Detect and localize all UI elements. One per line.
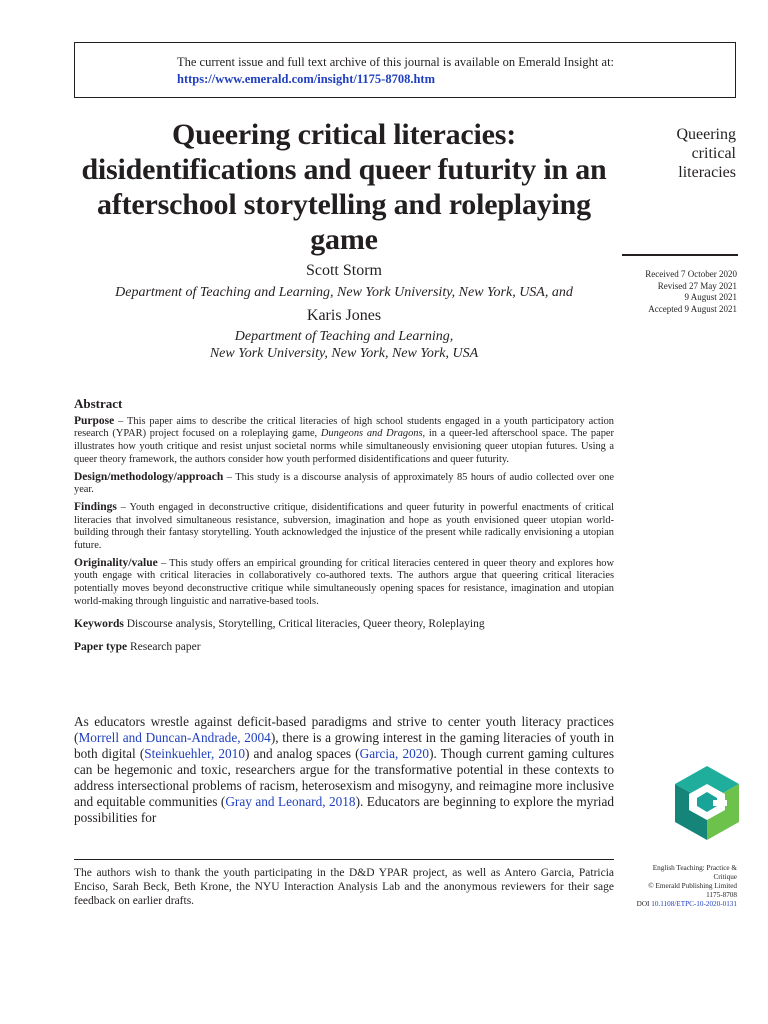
emerald-publishing-logo-icon <box>675 766 739 840</box>
abstract-originality <box>74 557 614 609</box>
findings-text: – Youth engaged in deconstructive critique, disidentifications and queer futurity in powerful enactments of critical literacies that involved simultaneous resistance, subversion, imagination and hope as youth envisioned queer utopian world-building through their fantasy storytelling. Youth acknowledged the injustice of the present while radically envisioning a utopian future. <box>74 501 614 552</box>
doi-link[interactable]: 10.1108/ETPC-10-2020-0131 <box>651 900 737 908</box>
running-head-line: critical <box>691 145 736 162</box>
body-paragraph <box>74 714 614 826</box>
purpose-text: – This paper aims to describe the critical literacies of high school students engaged in a youth participatory action research (YPAR) project focused on a roleplaying game, <box>74 415 614 440</box>
originality-label: Originality/value <box>74 556 158 569</box>
body-text: ), there is a growing interest in the gaming literacies of youth in both digital ( <box>74 730 614 761</box>
keywords-text: Discourse analysis, Storytelling, Critical literacies, Queer theory, Roleplaying <box>123 617 485 630</box>
running-head-rule <box>622 254 738 256</box>
body-text: ). Though current gaming cultures can be hegemonic and toxic, researchers argue for the transformative potential in these contexts to address intersectional problems of racism, heterosexism and misogyny, and reimagine more inclusive and equitable communities ( <box>74 746 614 809</box>
submission-dates <box>597 269 737 315</box>
running-head-line: Queering <box>676 126 736 143</box>
abstract-findings <box>74 501 614 553</box>
acknowledgement-footnote: The authors wish to thank the youth participating in the D&D YPAR project, as well as Antero Garcia, Patricia Enciso, Sarah Beck, Beth Krone, the NYU Interaction Analysis Lab and the anonymous reviewers for their sage feedback on earlier drafts. <box>74 867 614 907</box>
journal-name: Critique <box>713 873 737 881</box>
keywords <box>74 618 614 631</box>
abstract-design <box>74 471 614 497</box>
originality-text: – This study offers an empirical grounding for critical literacies centered in queer theory and explores how youth engage with critical literacies in collaboratively co-authored texts. The authors argue that queering critical literacies potentially moves beyond deconstructive critique while simultaneously opening spaces for resistance, imagination and utopian world-making through linguistic and narrative-based tools. <box>74 557 614 607</box>
citation-link[interactable]: Gray and Leonard, 2018 <box>225 794 356 809</box>
purpose-label: Purpose <box>74 414 115 427</box>
body-text: ) and analog spaces ( <box>244 746 360 761</box>
issn: 1175-8708 <box>706 891 737 899</box>
author-affiliation <box>74 328 614 362</box>
date-revised: Revised 27 May 2021 <box>657 280 737 291</box>
citation-link[interactable]: Morrell and Duncan-Andrade, 2004 <box>78 730 271 745</box>
paper-type-text: Research paper <box>127 641 201 654</box>
findings-label: Findings <box>74 500 117 513</box>
body-text: As educators wrestle against deficit-based paradigms and strive to center youth literacy practices ( <box>74 714 614 745</box>
journal-archive-banner <box>74 42 736 98</box>
paper-type <box>74 641 614 654</box>
date-accepted: Accepted 9 August 2021 <box>648 303 737 314</box>
date-received: Received 7 October 2020 <box>645 269 737 279</box>
design-label: Design/methodology/approach <box>74 470 224 483</box>
doi-label: DOI <box>636 900 650 908</box>
game-title: Dungeons and Dragons <box>320 428 423 440</box>
citation-link[interactable]: Garcia, 2020 <box>359 746 430 761</box>
author-affiliation: Department of Teaching and Learning, New York University, New York, USA, and <box>115 285 573 300</box>
footnote-rule <box>74 859 614 860</box>
abstract-purpose <box>74 415 614 467</box>
body-text: ). Educators are beginning to explore the myriad possibilities for <box>74 794 614 825</box>
keywords-label: Keywords <box>74 617 124 630</box>
purpose-text: , in a queer-led afterschool space. The paper illustrates how youth critique and resist unjust societal norms while simultaneously envisioning queer utopian futures. Using a queer theory framework, the authors consider how youth performed disidentifications and queer futurity. <box>74 428 614 465</box>
copyright: © Emerald Publishing Limited <box>648 882 737 890</box>
journal-name: English Teaching: Practice & <box>652 864 737 872</box>
doi <box>607 900 737 909</box>
banner-url-link[interactable]: https://www.emerald.com/insight/1175-8708.htm <box>177 72 435 86</box>
abstract <box>74 398 614 658</box>
author-name: Karis Jones <box>306 307 382 324</box>
citation-link[interactable]: Steinkuehler, 2010 <box>144 746 245 761</box>
design-text: – This study is a discourse analysis of approximately 85 hours of audio collected over one year. <box>74 471 614 496</box>
affiliation-line: Department of Teaching and Learning, <box>234 329 454 344</box>
date-revised: 9 August 2021 <box>684 292 737 302</box>
affiliation-line: New York University, New York, New York, USA <box>209 346 479 361</box>
article-title: Queering critical literacies: disidentifications and queer futurity in an afterschool storytelling and roleplaying game <box>81 118 607 256</box>
running-head-line: literacies <box>678 164 736 181</box>
running-head <box>596 125 736 182</box>
journal-info <box>607 864 737 909</box>
author-name: Scott Storm <box>305 262 382 279</box>
abstract-heading: Abstract <box>74 396 123 411</box>
banner-text: The current issue and full text archive of this journal is available on Emerald Insight at: <box>177 55 615 69</box>
paper-type-label: Paper type <box>74 641 128 654</box>
